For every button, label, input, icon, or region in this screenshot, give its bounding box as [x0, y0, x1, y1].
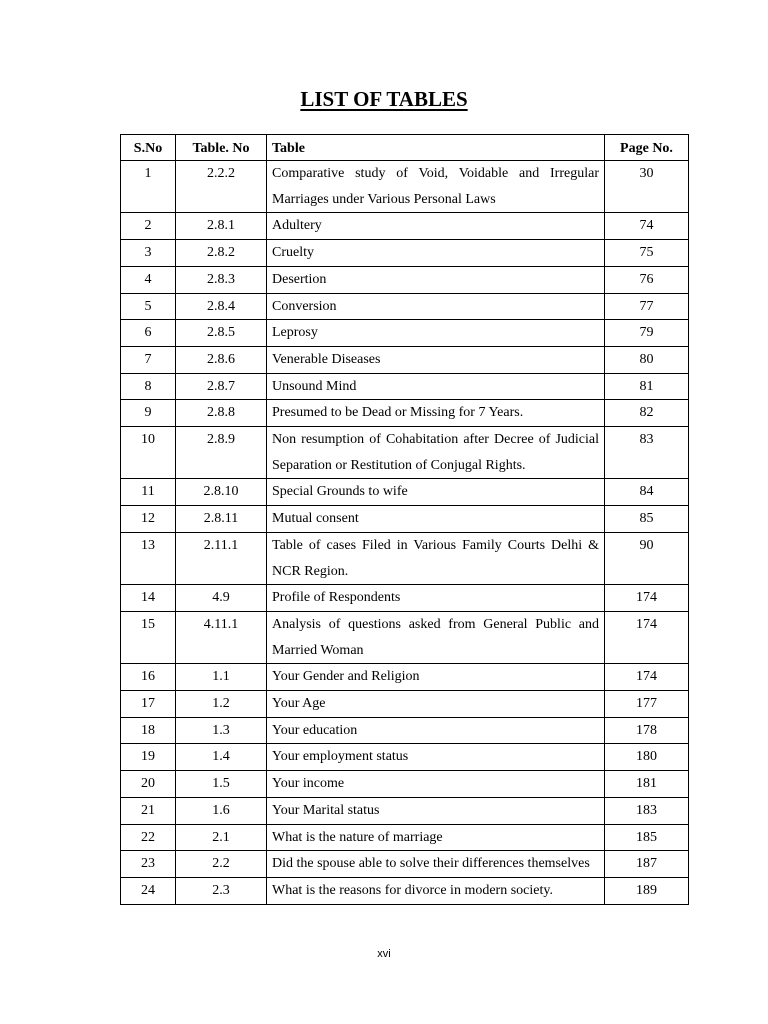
row-table-title: Leprosy	[267, 320, 605, 347]
row-sno: 5	[121, 293, 176, 320]
row-page-no: 181	[605, 771, 689, 798]
row-sno: 2	[121, 213, 176, 240]
page-number: xvi	[377, 948, 391, 960]
row-table-no: 2.8.5	[176, 320, 267, 347]
row-table-title: Your Gender and Religion	[267, 664, 605, 691]
row-table-title: Your Age	[267, 691, 605, 718]
row-sno: 14	[121, 585, 176, 612]
row-sno: 7	[121, 346, 176, 373]
row-table-no: 1.3	[176, 717, 267, 744]
row-sno: 1	[121, 161, 176, 213]
row-sno: 22	[121, 824, 176, 851]
row-sno: 16	[121, 664, 176, 691]
table-header-row	[121, 135, 689, 161]
row-table-no: 2.8.10	[176, 479, 267, 506]
row-table-no: 2.8.4	[176, 293, 267, 320]
page-title: LIST OF TABLES	[300, 87, 468, 111]
row-page-no: 90	[605, 532, 689, 584]
row-page-no: 180	[605, 744, 689, 771]
table-row	[121, 266, 689, 293]
table-row	[121, 320, 689, 347]
row-table-title: Comparative study of Void, Voidable and Irregular Marriages under Various Personal Laws	[267, 161, 605, 213]
row-table-no: 2.8.1	[176, 213, 267, 240]
header-table: Table	[267, 135, 605, 161]
row-page-no: 82	[605, 400, 689, 427]
row-page-no: 74	[605, 213, 689, 240]
row-table-no: 2.8.2	[176, 240, 267, 267]
row-page-no: 75	[605, 240, 689, 267]
row-sno: 10	[121, 427, 176, 479]
row-table-no: 2.2	[176, 851, 267, 878]
row-sno: 11	[121, 479, 176, 506]
row-table-title: Your income	[267, 771, 605, 798]
row-table-no: 2.2.2	[176, 161, 267, 213]
row-table-no: 1.1	[176, 664, 267, 691]
row-table-title: What is the reasons for divorce in modern society.	[267, 877, 605, 904]
row-table-title: Your Marital status	[267, 797, 605, 824]
row-page-no: 30	[605, 161, 689, 213]
list-of-tables	[120, 134, 689, 905]
row-page-no: 174	[605, 585, 689, 612]
row-sno: 21	[121, 797, 176, 824]
row-table-title: Your education	[267, 717, 605, 744]
table-row	[121, 427, 689, 479]
row-page-no: 187	[605, 851, 689, 878]
table-row	[121, 400, 689, 427]
row-page-no: 177	[605, 691, 689, 718]
row-sno: 8	[121, 373, 176, 400]
table-row	[121, 161, 689, 213]
table-row	[121, 744, 689, 771]
row-page-no: 81	[605, 373, 689, 400]
row-table-title: Did the spouse able to solve their differences themselves	[267, 851, 605, 878]
table-row	[121, 664, 689, 691]
row-page-no: 76	[605, 266, 689, 293]
row-page-no: 183	[605, 797, 689, 824]
table-row	[121, 851, 689, 878]
row-table-no: 2.8.7	[176, 373, 267, 400]
row-table-title: Mutual consent	[267, 506, 605, 533]
row-table-no: 1.5	[176, 771, 267, 798]
table-row	[121, 877, 689, 904]
header-page-no: Page No.	[605, 135, 689, 161]
row-table-no: 1.4	[176, 744, 267, 771]
row-table-no: 2.11.1	[176, 532, 267, 584]
row-table-no: 4.9	[176, 585, 267, 612]
row-sno: 3	[121, 240, 176, 267]
row-page-no: 174	[605, 664, 689, 691]
row-sno: 18	[121, 717, 176, 744]
row-table-title: Desertion	[267, 266, 605, 293]
table-row	[121, 824, 689, 851]
row-table-title: Your employment status	[267, 744, 605, 771]
row-sno: 15	[121, 611, 176, 663]
row-page-no: 174	[605, 611, 689, 663]
row-table-title: Adultery	[267, 213, 605, 240]
row-table-title: Cruelty	[267, 240, 605, 267]
row-table-title: Conversion	[267, 293, 605, 320]
row-page-no: 80	[605, 346, 689, 373]
row-table-no: 2.1	[176, 824, 267, 851]
row-table-no: 2.8.6	[176, 346, 267, 373]
row-table-title: Non resumption of Cohabitation after Decree of Judicial Separation or Restitution of Conjugal Rights.	[267, 427, 605, 479]
table-row	[121, 797, 689, 824]
table-row	[121, 213, 689, 240]
row-page-no: 79	[605, 320, 689, 347]
table-row	[121, 506, 689, 533]
row-table-title: What is the nature of marriage	[267, 824, 605, 851]
table-row	[121, 717, 689, 744]
table-row	[121, 771, 689, 798]
row-table-no: 2.8.8	[176, 400, 267, 427]
row-table-title: Table of cases Filed in Various Family Courts Delhi & NCR Region.	[267, 532, 605, 584]
row-table-no: 2.3	[176, 877, 267, 904]
row-table-no: 2.8.9	[176, 427, 267, 479]
row-sno: 20	[121, 771, 176, 798]
row-sno: 12	[121, 506, 176, 533]
row-table-title: Presumed to be Dead or Missing for 7 Years.	[267, 400, 605, 427]
header-table-no: Table. No	[176, 135, 267, 161]
row-sno: 23	[121, 851, 176, 878]
row-page-no: 85	[605, 506, 689, 533]
row-sno: 6	[121, 320, 176, 347]
row-page-no: 189	[605, 877, 689, 904]
row-table-title: Profile of Respondents	[267, 585, 605, 612]
row-table-no: 2.8.3	[176, 266, 267, 293]
row-table-no: 4.11.1	[176, 611, 267, 663]
table-row	[121, 346, 689, 373]
row-sno: 17	[121, 691, 176, 718]
row-page-no: 185	[605, 824, 689, 851]
table-row	[121, 691, 689, 718]
row-table-title: Special Grounds to wife	[267, 479, 605, 506]
table-row	[121, 479, 689, 506]
row-sno: 19	[121, 744, 176, 771]
row-sno: 24	[121, 877, 176, 904]
row-sno: 9	[121, 400, 176, 427]
row-table-no: 1.6	[176, 797, 267, 824]
row-page-no: 84	[605, 479, 689, 506]
table-row	[121, 240, 689, 267]
row-sno: 13	[121, 532, 176, 584]
table-row	[121, 373, 689, 400]
row-table-title: Unsound Mind	[267, 373, 605, 400]
header-sno: S.No	[121, 135, 176, 161]
table-body	[121, 161, 689, 905]
table-row	[121, 532, 689, 584]
row-page-no: 178	[605, 717, 689, 744]
row-page-no: 83	[605, 427, 689, 479]
table-row	[121, 585, 689, 612]
row-table-title: Venerable Diseases	[267, 346, 605, 373]
row-table-title: Analysis of questions asked from General Public and Married Woman	[267, 611, 605, 663]
row-page-no: 77	[605, 293, 689, 320]
table-row	[121, 293, 689, 320]
table-row	[121, 611, 689, 663]
row-table-no: 2.8.11	[176, 506, 267, 533]
row-sno: 4	[121, 266, 176, 293]
row-table-no: 1.2	[176, 691, 267, 718]
